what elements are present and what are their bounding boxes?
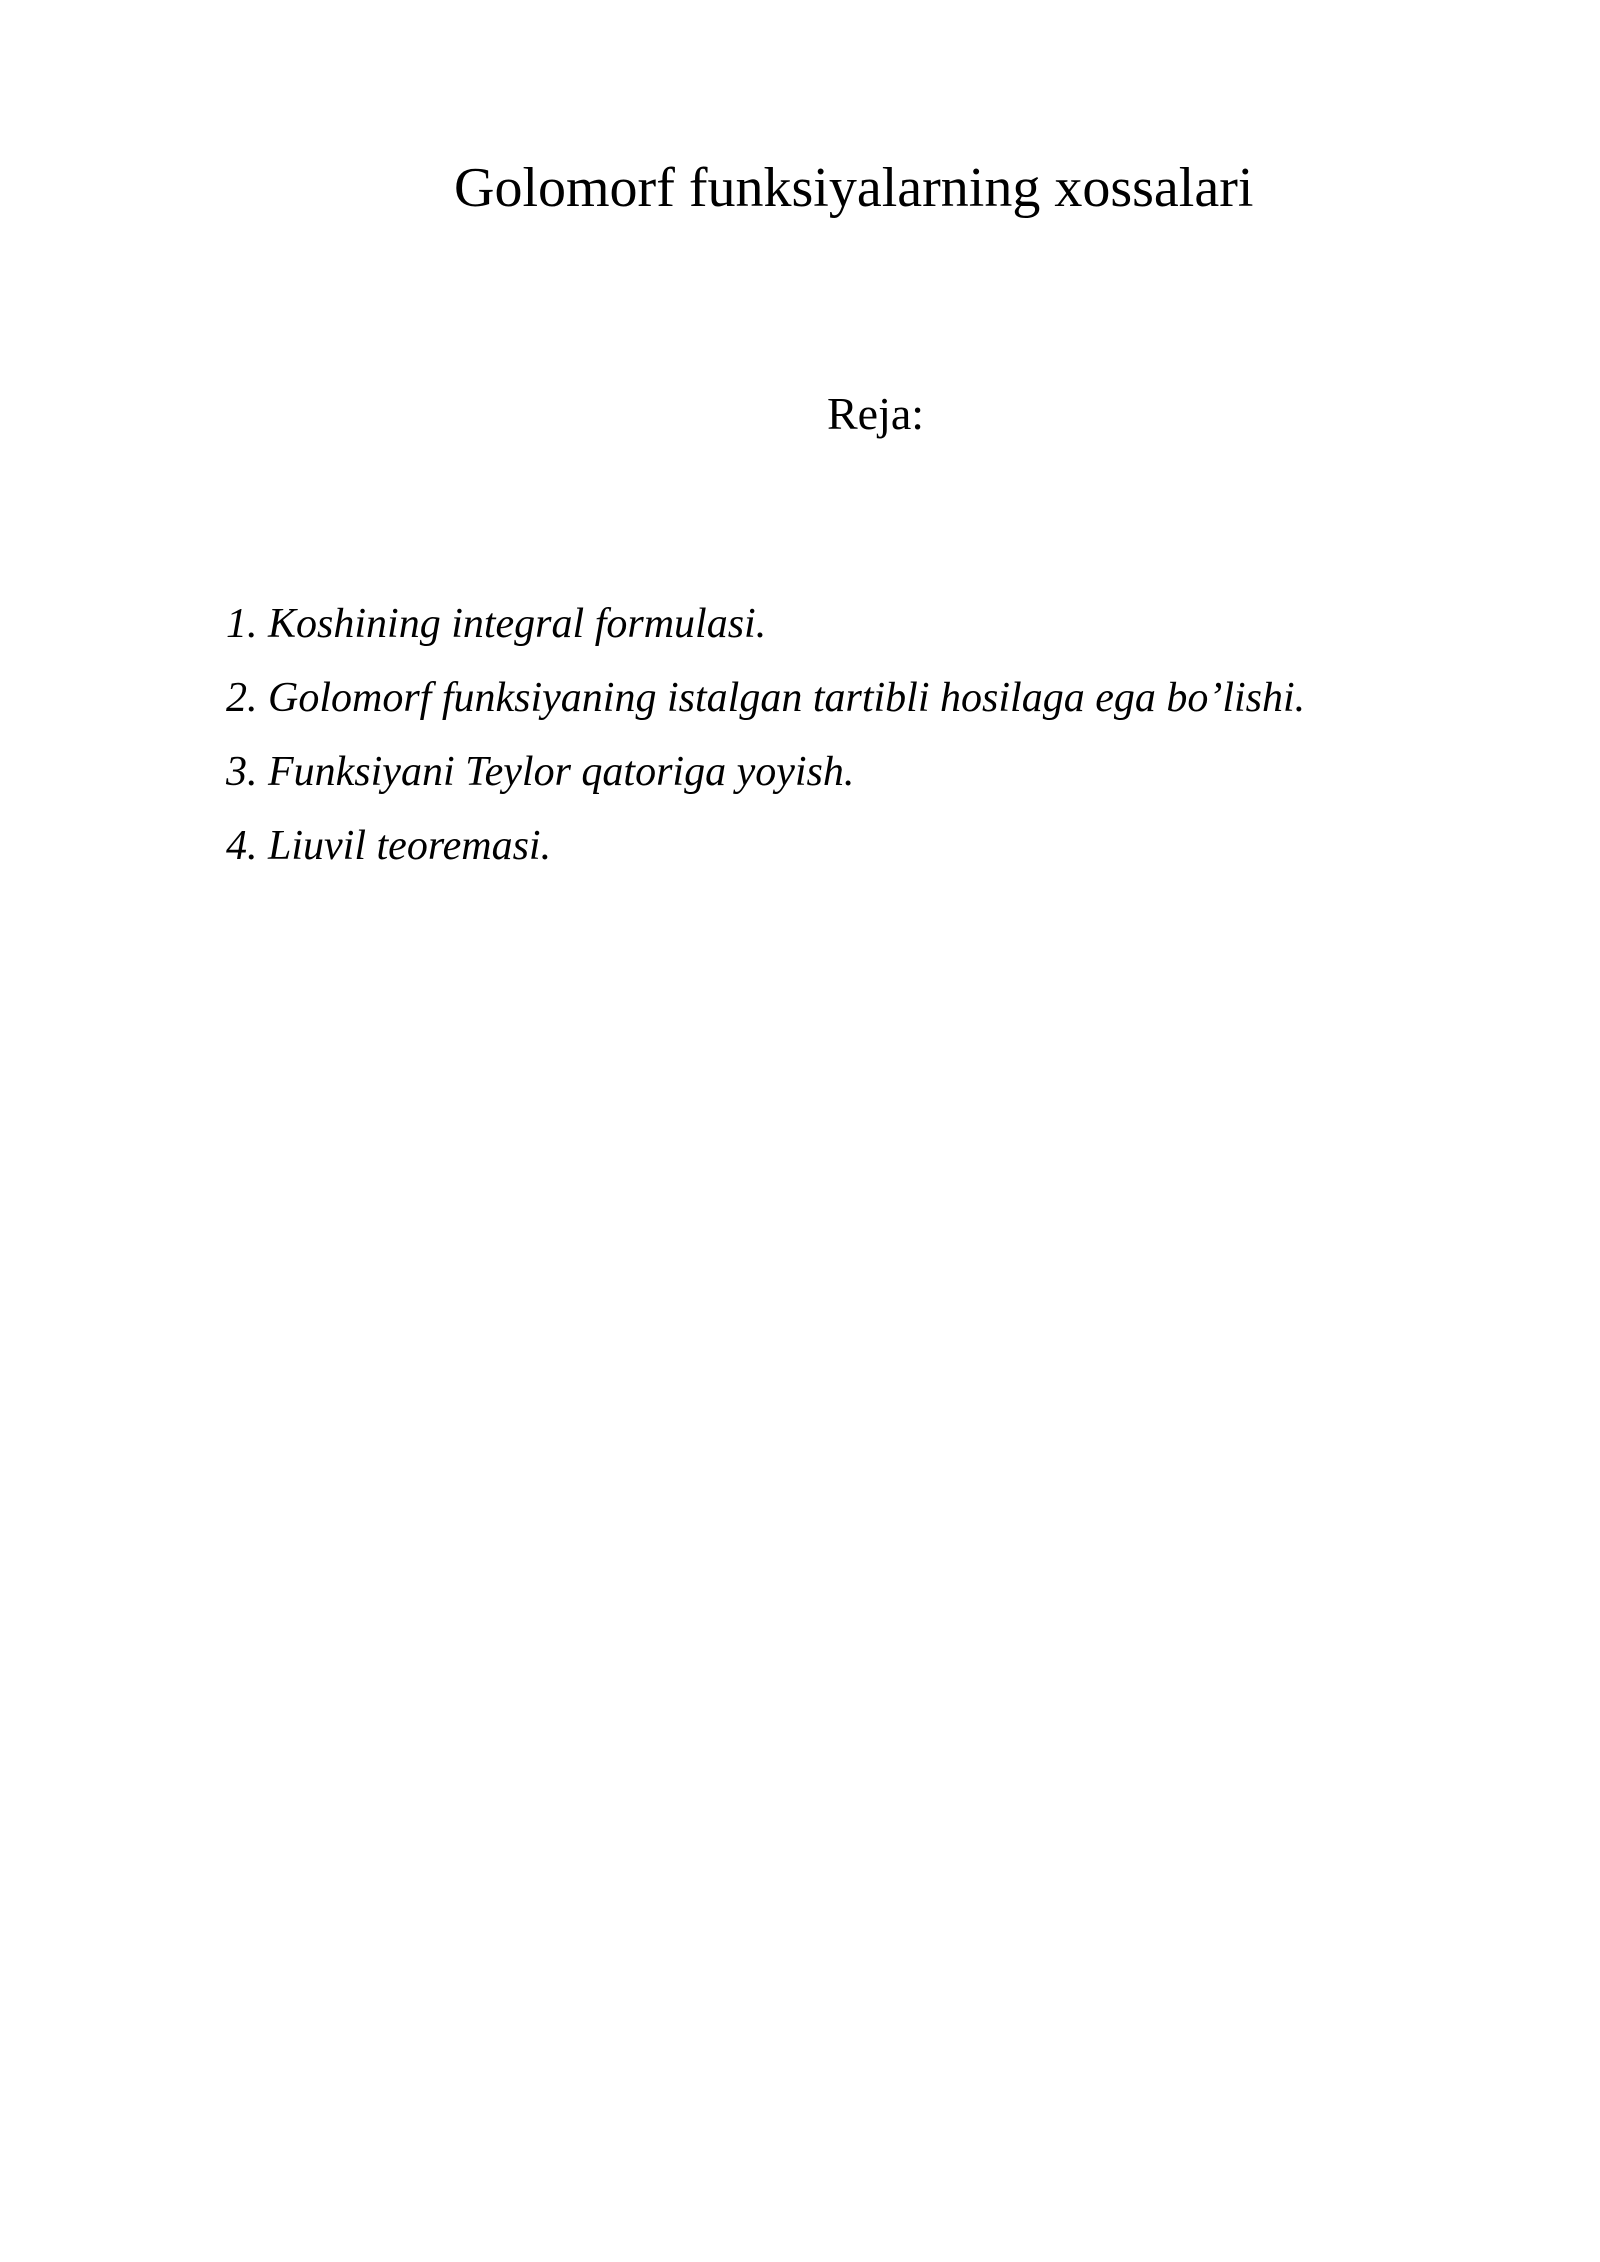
plan-item-text: Liuvil teoremasi. [268,823,552,869]
plan-item-text: Koshining integral formulasi. [268,601,767,647]
plan-item-number: 4. [226,823,258,869]
document-title: Golomorf funksiyalarning xossalari [454,157,1254,219]
plan-item-number: 3. [226,749,258,795]
plan-item-text: Funksiyani Teylor qatoriga yoyish. [268,749,855,795]
plan-item [226,816,1305,890]
plan-item-text: Golomorf funksiyaning istalgan tartibli hosilaga ega bo’lishi. [268,675,1306,721]
plan-item-number: 2. [226,675,258,721]
plan-item [226,742,1305,816]
plan-heading: Reja: [827,388,925,439]
plan-list [226,594,1305,890]
plan-item [226,594,1305,668]
plan-item-number: 1. [226,601,258,647]
plan-item [226,668,1305,742]
